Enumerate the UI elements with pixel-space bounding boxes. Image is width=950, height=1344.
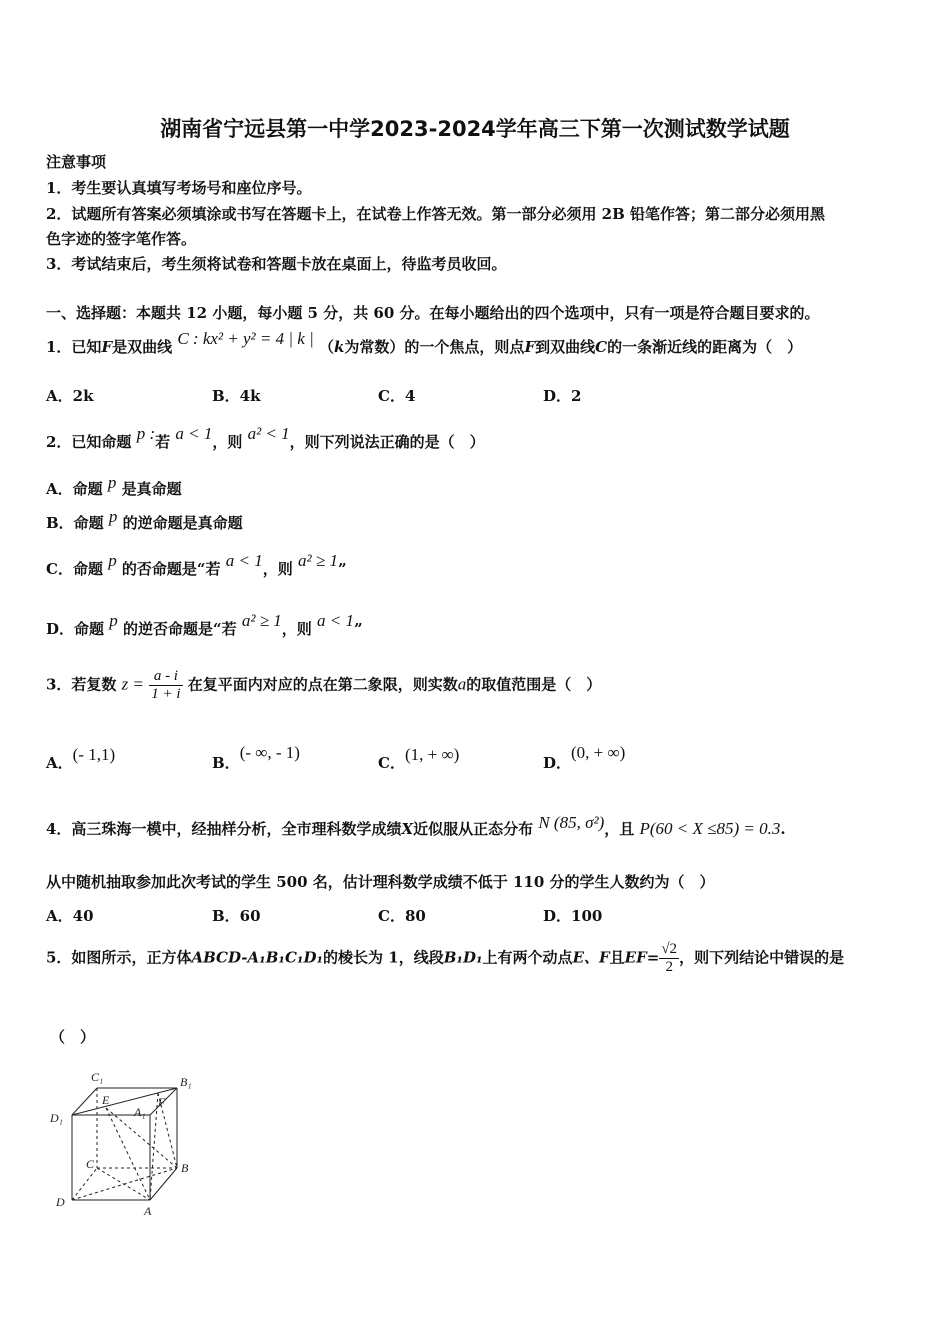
question-5: 5．如图所示，正方体ABCD-A₁B₁C₁D₁的棱长为 1，线段B₁D₁上有两个动点E、F且EF= $\frac{√2}{2}$ ，则下列结论中错误的是 [46,941,845,975]
section-heading: 一、选择题：本题共 12 小题，每小题 5 分，共 60 分。在每小题给出的四个选项中，只有一项是符合题目要求的。 [46,304,820,322]
option-b: B．60 [212,907,261,925]
option-c: C．80 [378,907,426,925]
option-a: A．2k [46,387,94,405]
hyperbola-formula: C : kx² + y² = 4 | k | [177,329,314,348]
option-d: D．(0, + ∞) [543,743,626,772]
option-c: C．4 [378,387,416,405]
hidden-edge [72,1168,177,1200]
option-a: A．命题 p 是真命题 [46,473,182,498]
option-c: C．(1, + ∞) [378,745,460,772]
label-c: C [86,1157,95,1171]
option-c: C．命题 p 的否命题是“若 a < 1，则 a² ≥ 1” [46,551,347,578]
label-d: D [56,1195,65,1209]
label-d1: D₁ [50,1111,63,1125]
question-3: 3．若复数 z = $\frac{a - i}{1 + i}$ 在复平面内对应的点在第二象限，则实数a的取值范围是（ ） [46,668,602,702]
question-2: 2．已知命题 p :若 a < 1，则 a² < 1，则下列说法正确的是（ ） [46,424,485,451]
hidden-edge [150,1093,158,1200]
label-b1: B₁ [180,1075,192,1089]
label-c1: C₁ [91,1070,104,1084]
option-d: D．2 [543,387,582,405]
label-e: E [102,1093,110,1107]
option-b: B．(- ∞, - 1) [212,743,300,772]
option-a: A．(- 1,1) [46,745,116,772]
fraction: $\frac{√2}{2}$ [661,941,678,975]
edge [72,1088,97,1115]
option-b: B．命题 p 的逆命题是真命题 [46,507,243,532]
edge [150,1168,177,1200]
notice-item: 3．考试结束后，考生须将试卷和答题卡放在桌面上，待监考员收回。 [46,255,507,273]
label-b: B [181,1161,189,1175]
label-a1: A₁ [134,1105,146,1119]
hidden-edge [72,1168,97,1200]
label-a: A [144,1204,152,1218]
question-4-line2: 从中随机抽取参加此次考试的学生 500 名，估计理科数学成绩不低于 110 分的学生人数约为（ ） [46,873,715,891]
option-a: A．40 [46,907,94,925]
answer-paren: （ ） [50,1028,96,1046]
option-b: B．4k [212,387,261,405]
question-4: 4．高三珠海一模中，经抽样分析，全市理科数学成绩X近似服从正态分布 N (85, σ²)，且 P(60 < X ≤85) = 0.3. [46,813,786,838]
option-d: D．命题 p 的逆否命题是“若 a² ≥ 1，则 a < 1” [46,611,363,638]
notice-item: 2．试题所有答案必须填涂或书写在答题卡上，在试卷上作答无效。第一部分必须用 2B 铅笔作答；第二部分必须用黑 [46,205,826,223]
hidden-edge [106,1108,150,1200]
option-d: D．100 [543,907,603,925]
label-f: F [158,1095,166,1109]
fraction: $\frac{a - i}{1 + i}$ [151,668,181,702]
page-title: 湖南省宁远县第一中学2023-2024学年高三下第一次测试数学试题 [160,117,790,141]
notice-item: 1．考生要认真填写考场号和座位序号。 [46,179,312,197]
question-1: 1．已知F是双曲线 C : kx² + y² = 4 | k | （k为常数）的一个焦点，则点F到双曲线C的一条渐近线的距离为（ ） [46,329,803,356]
cube-figure [40,1060,210,1220]
notice-item: 色字迹的签字笔作答。 [46,230,197,248]
notice-heading: 注意事项 [46,153,107,171]
